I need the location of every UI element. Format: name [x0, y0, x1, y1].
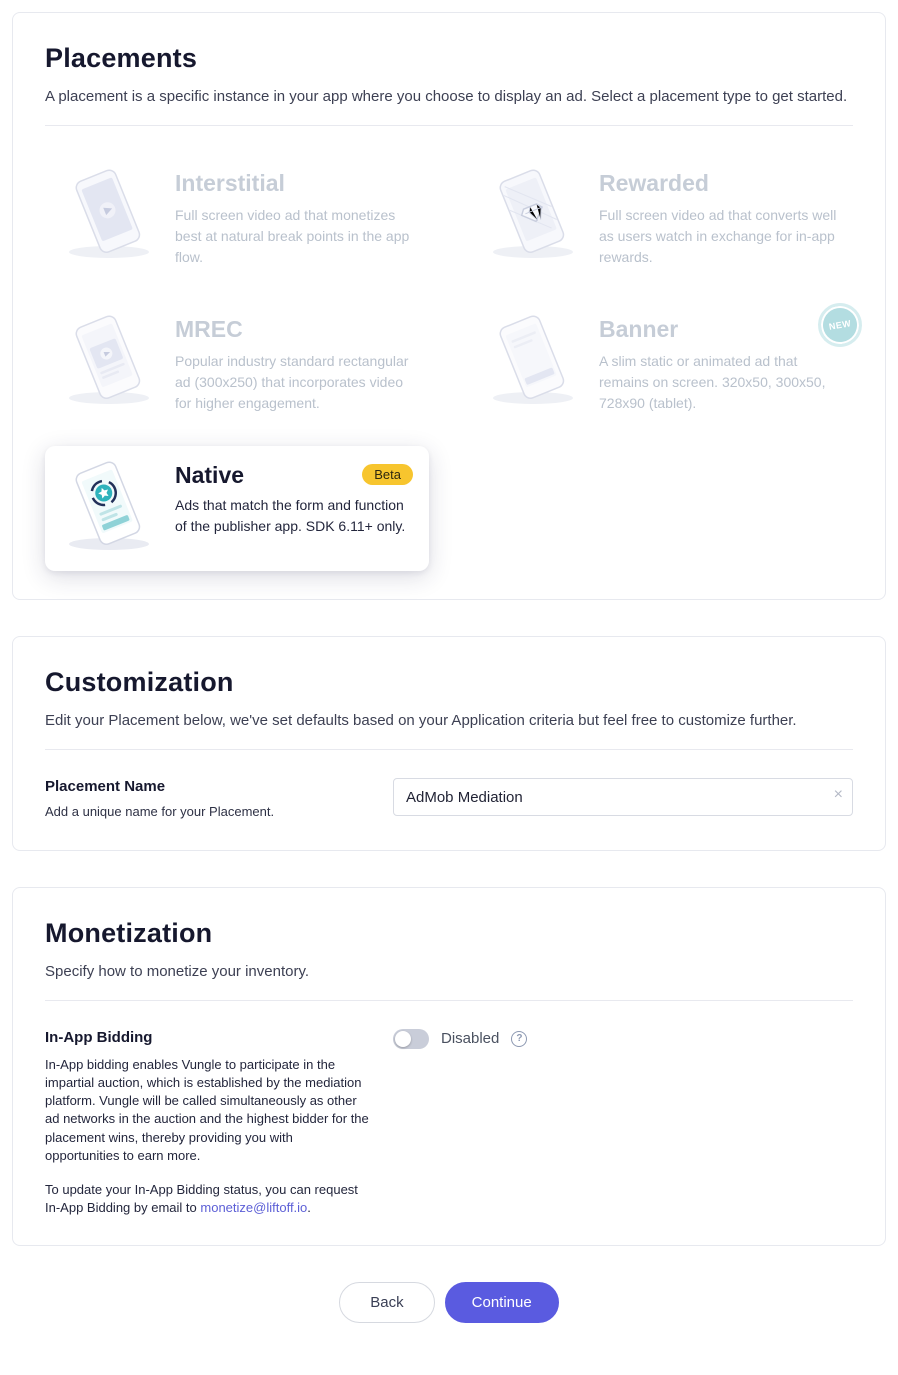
customization-subtitle: Edit your Placement below, we've set defaults based on your Application criteria but feel free to customize further. — [45, 712, 797, 729]
divider — [45, 125, 853, 126]
option-title: Rewarded — [599, 170, 709, 196]
in-app-bidding-label: In-App Bidding — [45, 1028, 153, 1046]
placement-name-row — [45, 778, 853, 822]
divider — [45, 1000, 853, 1001]
new-badge: NEW — [818, 303, 862, 347]
option-title: MREC — [175, 316, 243, 342]
monetization-title: Monetization — [45, 917, 213, 948]
in-app-bidding-row — [45, 1029, 853, 1218]
clear-input-icon[interactable]: × — [833, 786, 843, 803]
placement-option-native[interactable] — [45, 446, 429, 571]
option-title: Interstitial — [175, 170, 285, 196]
note-suffix: . — [307, 1200, 311, 1216]
placement-options-grid — [45, 154, 853, 571]
placement-option-banner[interactable] — [469, 300, 853, 428]
in-app-bidding-toggle-row — [393, 1029, 853, 1049]
email-link[interactable]: monetize@liftoff.io — [200, 1200, 308, 1216]
divider — [45, 749, 853, 750]
option-description: Full screen video ad that monetizes best at natural break points in the app flow. — [175, 207, 410, 265]
option-description: Full screen video ad that converts well as users watch in exchange for in-app rewards. — [599, 207, 837, 265]
monetization-subtitle: Specify how to monetize your inventory. — [45, 962, 310, 980]
option-description: Popular industry standard rectangular ad (300x250) that incorporates video for higher engagement. — [175, 353, 409, 411]
in-app-bidding-status: Disabled — [441, 1030, 500, 1048]
option-description: Ads that match the form and function of the publisher app. SDK 6.11+ only. — [175, 497, 406, 534]
back-button[interactable]: Back — [339, 1282, 434, 1323]
interstitial-phone-icon — [59, 168, 163, 265]
placement-name-help: Add a unique name for your Placement. — [45, 804, 275, 819]
placement-name-input[interactable] — [393, 778, 853, 816]
mrec-phone-icon — [59, 314, 163, 411]
placements-card — [12, 12, 886, 600]
placement-option-rewarded[interactable] — [469, 154, 853, 282]
toggle-knob — [395, 1031, 411, 1047]
option-description: A slim static or animated ad that remains on screen. 320x50, 300x50, 728x90 (tablet). — [599, 353, 826, 411]
help-icon[interactable]: ? — [511, 1031, 527, 1047]
beta-badge: Beta — [362, 464, 413, 485]
placements-subtitle: A placement is a specific instance in your app where you choose to display an ad. Select a placement type to get started. — [45, 88, 848, 105]
in-app-bidding-description: In-App bidding enables Vungle to participate in the impartial auction, which is established by the mediation platform. Vungle will be called simultaneously as other ad networks in the auction and the highest bidder for the placement wins, thereby providing you with opportunities to earn more. — [45, 1056, 369, 1163]
rewarded-phone-icon — [483, 168, 587, 265]
placement-option-mrec[interactable] — [45, 300, 429, 428]
option-title: Native — [175, 462, 245, 488]
in-app-bidding-note — [45, 1181, 369, 1217]
customization-card — [12, 636, 886, 851]
placements-title: Placements — [45, 43, 198, 73]
banner-phone-icon — [483, 314, 587, 411]
native-phone-icon — [59, 460, 163, 557]
option-title: Banner — [599, 316, 679, 342]
placement-option-interstitial[interactable] — [45, 154, 429, 282]
in-app-bidding-toggle[interactable] — [393, 1029, 429, 1049]
monetization-card — [12, 887, 886, 1247]
continue-button[interactable]: Continue — [445, 1282, 559, 1323]
note-text: To update your In-App Bidding status, you can request In-App Bidding by email to — [45, 1181, 358, 1216]
footer-actions — [12, 1282, 886, 1363]
customization-title: Customization — [45, 667, 234, 697]
placement-name-label: Placement Name — [45, 778, 166, 795]
